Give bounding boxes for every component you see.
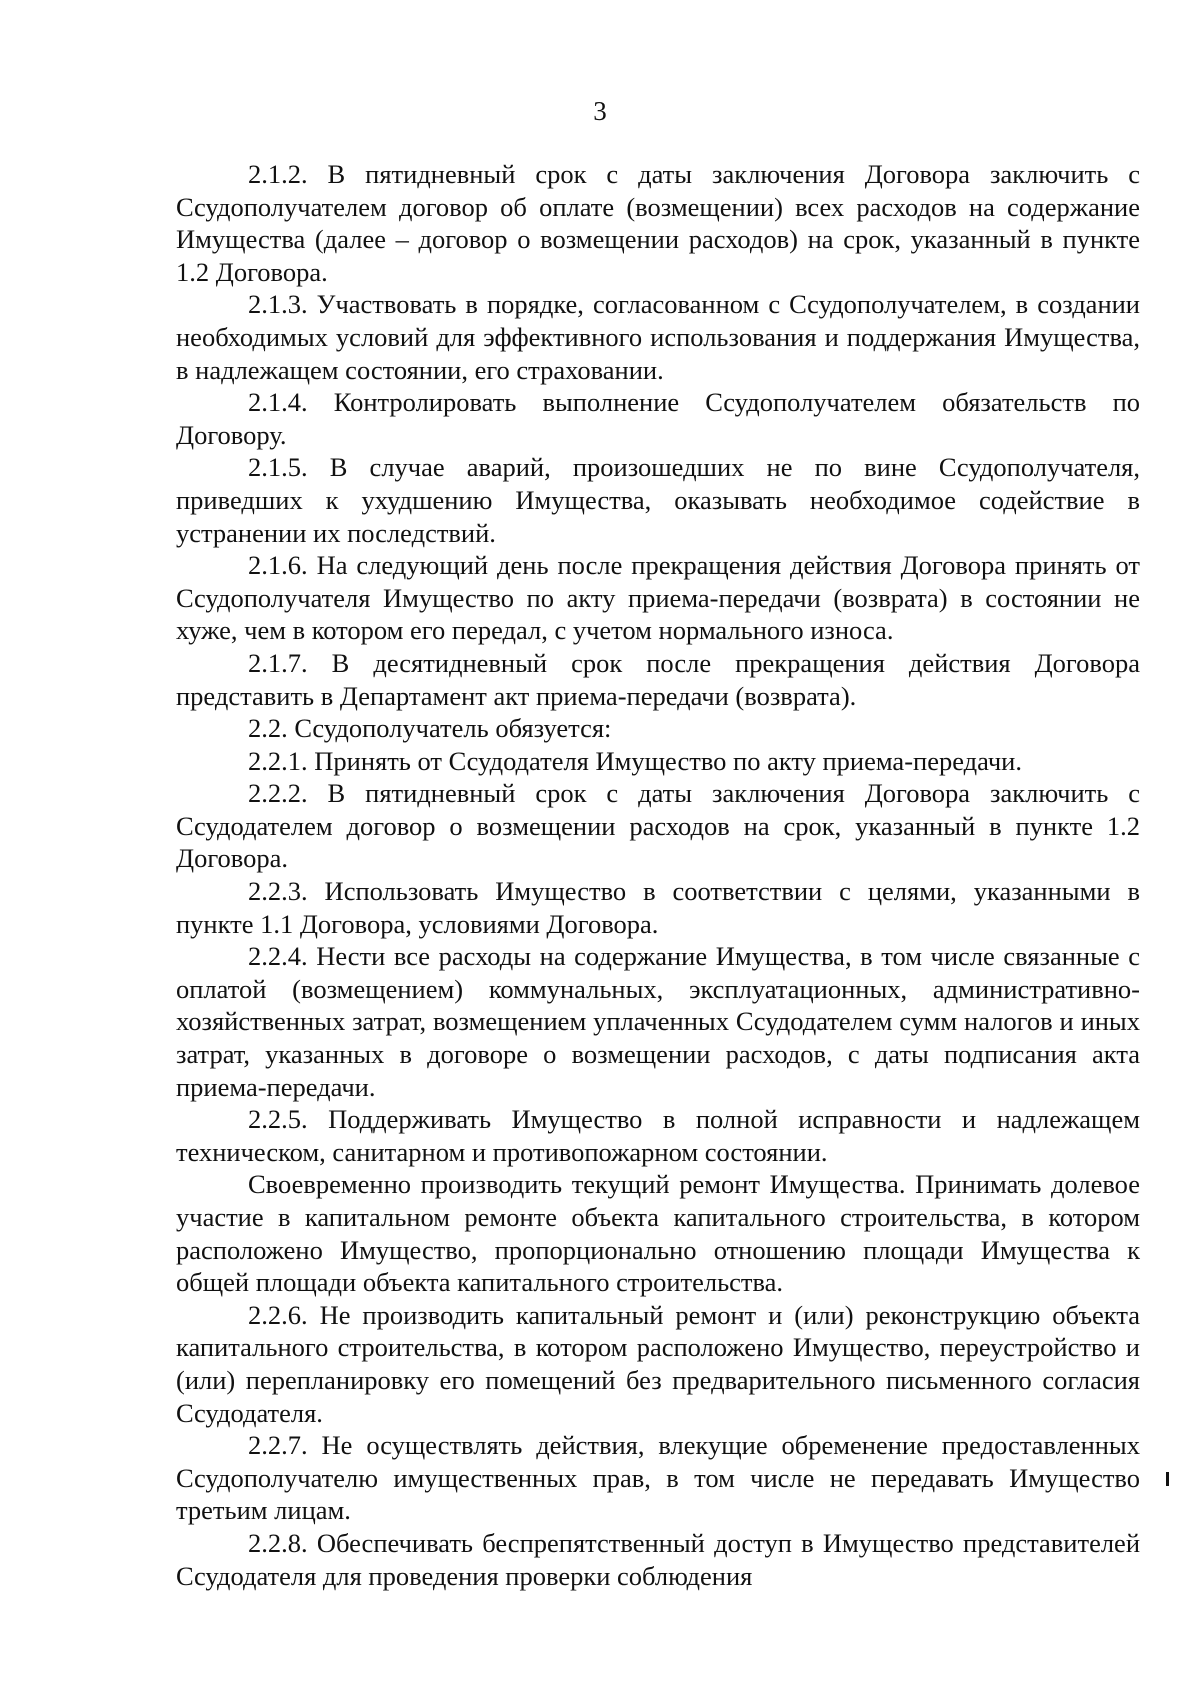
paragraph-2-2-2: 2.2.2. В пятидневный срок с даты заключения Договора заключить с Ссудодателем договор о возмещении расходов на срок, указанный в пункте 1.2 Договора. [176, 778, 1140, 874]
paragraph-2-2-6: 2.2.6. Не производить капитальный ремонт и (или) реконструкцию объекта капитального строительства, в котором расположено Имущество, переустройство и (или) перепланировку его помещений без предварительного письменного согласия Ссудодателя. [176, 1299, 1140, 1428]
paragraph-2-2-8: 2.2.8. Обеспечивать беспрепятственный доступ в Имущество представителей Ссудодателя для проведения проверки соблюдения [176, 1527, 1140, 1591]
paragraph-2-1-5: 2.1.5. В случае аварий, произошедших не по вине Ссудополучателя, приведших к ухудшению Имущества, оказывать необходимое содействие в устранении их последствий. [176, 452, 1140, 548]
paragraph-2-1-4: 2.1.4. Контролировать выполнение Ссудополучателем обязательств по Договору. [176, 387, 1140, 450]
paragraph-2-2-5-repair: Своевременно производить текущий ремонт Имущества. Принимать долевое участие в капитальном ремонте объекта капитального строительства, в котором расположено Имущество, пропорционально отношению площади Имущества к общей площади объекта капитального строительства. [176, 1169, 1140, 1298]
paragraph-2-2: 2.2. Ссудополучатель обязуется: [248, 713, 612, 744]
document-body [176, 158, 1140, 1592]
paragraph-2-2-1: 2.2.1. Принять от Ссудодателя Имущество по акту приема-передачи. [248, 745, 1022, 776]
paragraph-2-2-7: 2.2.7. Не осуществлять действия, влекущие обременение предоставленных Ссудополучателю имущественных прав, в том числе не передавать Имущество третьим лицам. [176, 1430, 1140, 1526]
paragraph-2-1-6: 2.1.6. На следующий день после прекращения действия Договора принять от Ссудополучателя Имущество по акту приема-передачи (возврата) в состоянии не хуже, чем в котором его передал, с учетом нормального износа. [176, 550, 1140, 646]
paragraph-2-2-3: 2.2.3. Использовать Имущество в соответствии с целями, указанными в пункте 1.1 Договора, условиями Договора. [176, 876, 1140, 939]
paragraph-2-2-4: 2.2.4. Нести все расходы на содержание Имущества, в том числе связанные с оплатой (возмещением) коммунальных, эксплуатационных, административно-хозяйственных затрат, возмещением уплаченных Ссудодателем сумм налогов и иных затрат, указанных в договоре о возмещении расходов, с даты подписания акта приема-передачи. [176, 941, 1140, 1102]
paragraph-2-2-5: 2.2.5. Поддерживать Имущество в полной исправности и надлежащем техническом, санитарном и противопожарном состоянии. [176, 1104, 1140, 1167]
paragraph-2-1-3: 2.1.3. Участвовать в порядке, согласованном с Ссудополучателем, в создании необходимых условий для эффективного использования и поддержания Имущества, в надлежащем состоянии, его страховании. [176, 289, 1140, 385]
page-number: 3 [593, 96, 607, 126]
paragraph-2-1-7: 2.1.7. В десятидневный срок после прекращения действия Договора представить в Департамент акт приема-передачи (возврата). [176, 647, 1140, 711]
paragraph-2-1-2: 2.1.2. В пятидневный срок с даты заключения Договора заключить с Ссудополучателем договор об оплате (возмещении) всех расходов на содержание Имущества (далее – договор о возмещении расходов) на срок, указанный в пункте 1.2 Договора. [176, 159, 1140, 287]
scan-margin-mark [1166, 1472, 1169, 1486]
